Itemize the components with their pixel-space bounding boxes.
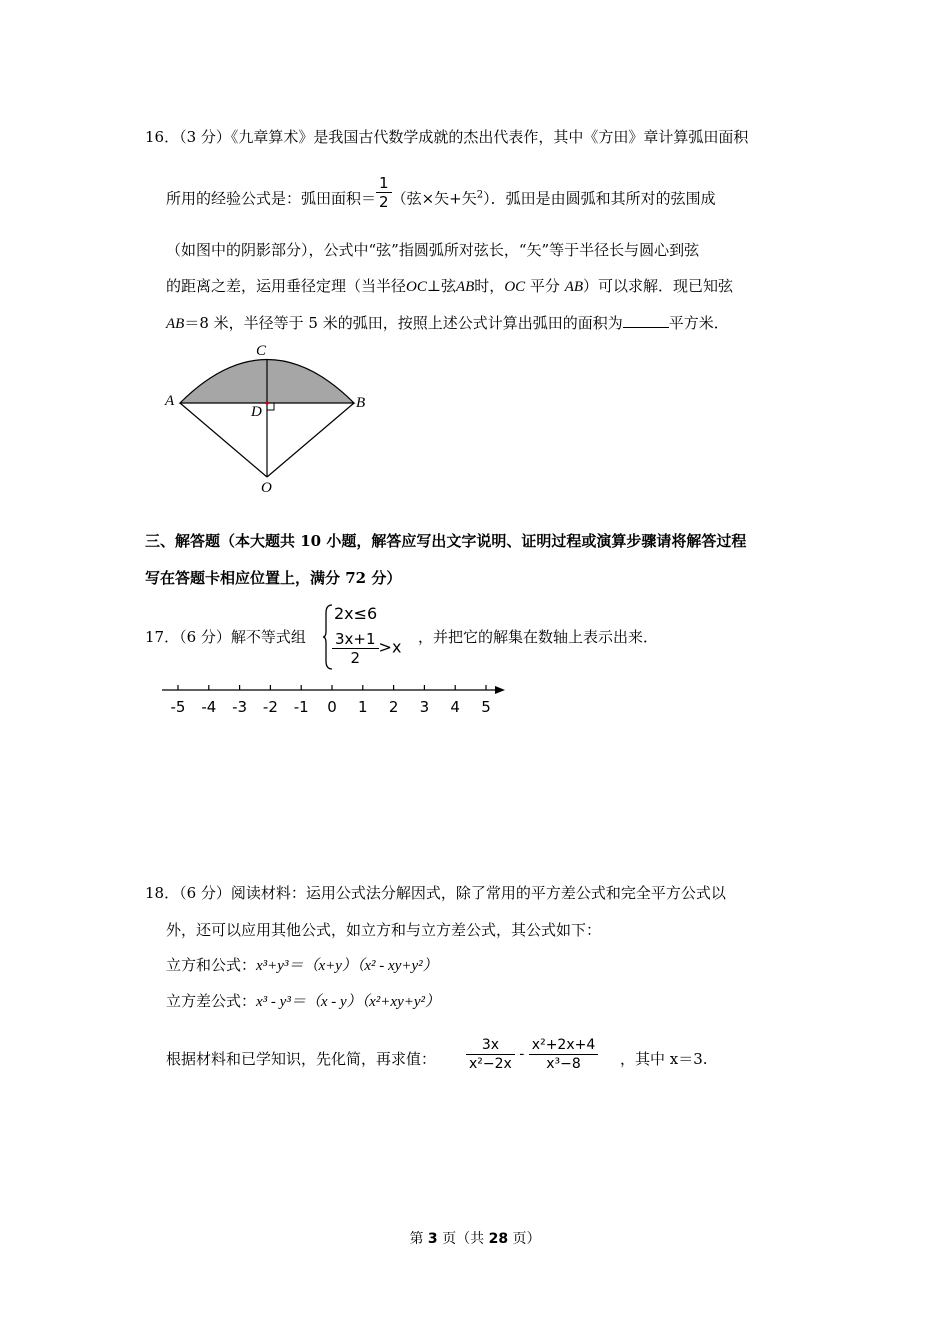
- q16-line2-a: 所用的经验公式是：弧田面积＝: [166, 189, 377, 208]
- section3-line1: 三、解答题（本大题共 10 小题，解答应写出文字说明、证明过程或演算步骤请将解答过程: [145, 532, 747, 550]
- q16-line5-a: ＝8 米，半径等于 5 米的弧田，按照上述公式计算出弧田的面积为: [184, 314, 623, 332]
- q16-line5: [166, 313, 729, 334]
- ab-label-3: AB: [166, 316, 185, 332]
- q16-line2-c: ）．弧田是由圆弧和其所对的弦围成: [483, 189, 716, 208]
- q18-line1: 18．（6 分）阅读材料：运用公式法分解因式，除了常用的平方差公式和完全平方公式以: [145, 884, 726, 902]
- ineq2-num: 3x+1: [335, 630, 376, 648]
- q17-lead: 17．（6 分）解不等式组: [145, 628, 306, 646]
- perp-text: ⊥弦: [426, 277, 456, 295]
- f1-num: 3x: [481, 1037, 500, 1053]
- tick-label: -4: [201, 698, 217, 716]
- q16-line2: [166, 174, 716, 211]
- fraction-1: [466, 1036, 515, 1073]
- label-D: D: [251, 404, 262, 420]
- tick-label: 2: [388, 698, 399, 716]
- footer-c: 页）: [508, 1231, 541, 1247]
- ineq2-gt: >x: [378, 637, 402, 657]
- answer-blank[interactable]: [623, 313, 669, 328]
- tick-label: -3: [232, 698, 248, 716]
- q16-sup: 2: [476, 189, 484, 201]
- cube-diff-expr: x³ - y³＝（x - y）（x²+xy+y²）: [256, 994, 441, 1010]
- tick-label: 0: [327, 698, 337, 716]
- q18-expression: [466, 1036, 598, 1073]
- arc-field-figure: [160, 338, 380, 498]
- q16-line2-b: （弦×矢+矢: [391, 189, 477, 208]
- page-number: 3: [427, 1231, 438, 1247]
- footer-b: 页（共: [437, 1231, 489, 1247]
- ineq2-den: 2: [332, 648, 379, 667]
- number-line-arrow: [495, 686, 505, 694]
- cube-diff-formula: [166, 991, 440, 1012]
- cube-sum-label: 立方和公式：: [166, 956, 257, 974]
- point-D: [265, 401, 268, 404]
- cube-sum-formula: [166, 955, 438, 976]
- tick-label: 3: [419, 698, 430, 716]
- f2-num: x²+2x+4: [531, 1037, 596, 1053]
- q16-line4-b: ）可以求解．现已知弦: [583, 277, 734, 295]
- tick-label: -1: [293, 698, 309, 716]
- q16-line4: [166, 276, 733, 297]
- q16-half-fraction: [376, 174, 392, 211]
- q18-task: 根据材料和已学知识，先化简，再求值：: [166, 1050, 437, 1068]
- page-footer: [0, 1229, 950, 1249]
- tick-label: -2: [262, 698, 278, 716]
- q17-tail: ，并把它的解集在数轴上表示出来．: [418, 628, 659, 646]
- frac-den: 2: [376, 192, 392, 211]
- ineq1: 2x≤6: [334, 604, 378, 623]
- q18-line2: 外，还可以应用其他公式，如立方和与立方差公式，其公式如下：: [166, 921, 602, 939]
- number-line: [160, 680, 510, 720]
- q16-line1: 16．（3 分）《九章算术》是我国古代数学成就的杰出代表作，其中《方田》章计算弧田面积: [145, 128, 749, 146]
- tick-label: -5: [170, 698, 186, 716]
- q16-line4-a: 的距离之差，运用垂径定理（当半径: [166, 277, 407, 295]
- tick-label: 5: [481, 698, 491, 716]
- oc-label-2: OC: [504, 279, 526, 295]
- q16-line3: （如图中的阴影部分），公式中“弦”指圆弧所对弦长，“矢”等于半径长与圆心到弦: [166, 241, 700, 259]
- when-text: 时，: [474, 277, 505, 295]
- oc-label: OC: [406, 279, 427, 295]
- ab-label: AB: [455, 279, 475, 295]
- cube-diff-label: 立方差公式：: [166, 992, 257, 1010]
- q16-line5-b: 平方米．: [668, 314, 729, 332]
- f1-den: x²−2x: [466, 1054, 515, 1073]
- label-C: C: [256, 343, 267, 359]
- tick-label: 4: [450, 698, 460, 716]
- tick-label: 1: [358, 698, 368, 716]
- line-OB: [267, 403, 354, 477]
- ineq2-fraction: [332, 630, 379, 667]
- q18-condition: ，其中 x＝3.: [620, 1050, 708, 1068]
- ab-label-2: AB: [564, 279, 584, 295]
- frac-num: 1: [379, 174, 389, 192]
- ineq2: [332, 630, 401, 667]
- page-total: 28: [488, 1231, 509, 1247]
- label-B: B: [356, 395, 366, 411]
- section3-line2: 写在答题卡相应位置上，满分 72 分）: [145, 569, 402, 587]
- footer-a: 第: [409, 1231, 428, 1247]
- minus-sign: -: [519, 1046, 525, 1063]
- bisect-text: 平分: [525, 277, 565, 295]
- label-A: A: [165, 393, 175, 409]
- f2-den: x³−8: [529, 1054, 598, 1073]
- fraction-2: [529, 1036, 598, 1073]
- label-O: O: [261, 480, 272, 496]
- cube-sum-expr: x³+y³＝（x+y）（x² - xy+y²）: [256, 958, 438, 974]
